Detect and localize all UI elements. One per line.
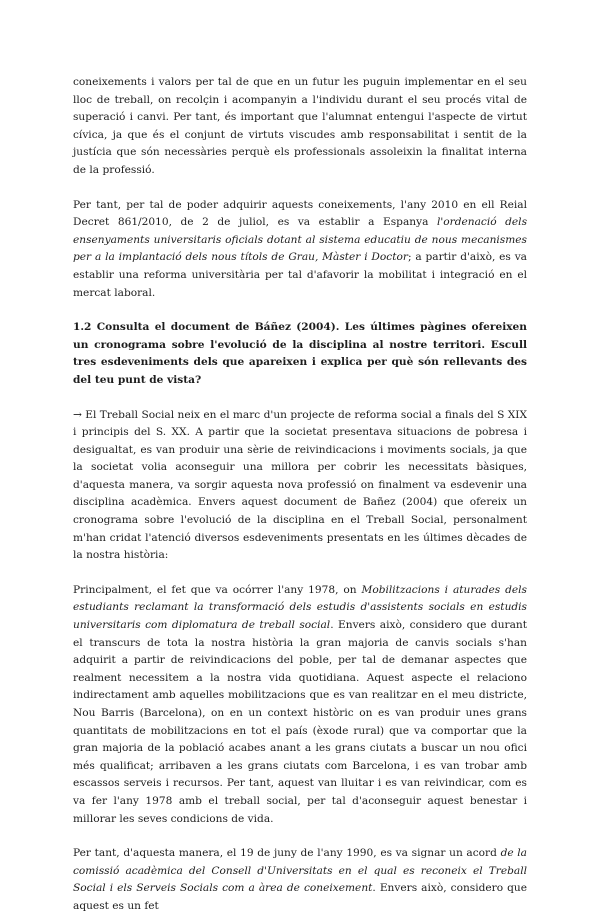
paragraph-royal-decree-italic: l'ordenació dels ensenyaments universitaris oficials dotant al sistema educatiu de nous mecanismes per a la implantació dels nous títols de Grau, Màster i Doctor	[73, 216, 528, 264]
paragraph-royal-decree-text-a: Per tant, per tal de poder adquirir aquests coneixements, l'any 2010 en ell Reial Decret 861/2010, de 2 de juliol, es va establir a Espanya	[73, 198, 527, 229]
paragraph-1978-text-a: Principalment, el fet que va ocórrer l'any 1978, on	[73, 583, 362, 596]
paragraph-civic-virtue: coneixements i valors per tal de que en un futur les puguin implementar en el seu lloc de treball, on recolçin i acompanyin a l'individu durant el seu procés vital de superació i canvi. Per tant, és important que l'alumnat entengui l'aspecte de virtut cívica, ja que és el conjunt de virtuts viscudes amb responsabilitat i sentit de la justícia que són necessàries perquè els professionals assoleixin la finalitat interna de la professió.	[73, 76, 527, 176]
document-body	[73, 74, 527, 916]
paragraph-1978-mobilizations	[73, 582, 527, 828]
paragraph-1990-text-a: Per tant, d'aquesta manera, el 19 de juny de l'any 1990, es va signar un acord	[73, 847, 501, 860]
paragraph-1978-text-b: . Envers això, considero que durant el transcurs de tota la nostra història la gran majoria de canvis socials s'han adquirit a partir de reivindicacions del poble, per tal de demanar aspectes que realment necessitem a la nostra vida quotidiana. Aquest aspecte el relaciono indirectament amb aquelles mobilitzacions que es van realitzar en el meu districte, Nou Barris (Barcelona), on en un context històric on es van produir unes grans quantitats de mobilitzacions en tot el país (èxode rural) que va comportar que la gran majoria de la població acabes anant a les grans ciutats a buscar un nou ofici més qualificat; arribaven a les grans ciutats com Barcelona, i es van trobar amb escassos serveis i recursos. Per tant, aquest van lluitar i es van reivindicar, com es va fer l'any 1978 amb el treball social, per tal d'aconseguir aquest benestar i millorar les seves condicions de vida.	[73, 619, 527, 825]
paragraph-1990-italic: de la comissió acadèmica del Consell d'Universitats en el qual es reconeix el Treball Social i els Serveis Socials com a àrea de coneixement	[73, 847, 527, 895]
paragraph-royal-decree	[73, 197, 527, 303]
paragraph-royal-decree-text-b: ; a partir d'això, es va establir una reforma universitària per tal d'afavorir la mobilitat i integració en el mercat laboral.	[73, 251, 527, 299]
question-heading: 1.2 Consulta el document de Báñez (2004). Les últimes pàgines ofereixen un cronograma sobre l'evolució de la disciplina al nostre territori. Escull tres esdeveniments dels que apareixen i explica per què són rellevants des del teu punt de vista?	[73, 321, 527, 386]
paragraph-social-work-origin: → El Treball Social neix en el marc d'un projecte de reforma social a finals del S XIX i principis del S. XX. A partir que la societat presentava situacions de pobresa i desigualtat, es van produir una sèrie de reivindicacions i moviments socials, ja que la societat volia aconseguir una millora per cobrir les necessitats bàsiques, d'aquesta manera, va sorgir aquesta nova professió on finalment va esdevenir una disciplina acadèmica. Envers aquest document de Bañez (2004) que ofereix un cronograma sobre l'evolució de la disciplina en el Treball Social, personalment m'han cridat l'atenció diversos esdeveniments presentats en les últimes dècades de la nostra història:	[73, 408, 527, 562]
paragraph-1978-italic: Mobilitzacions i aturades dels estudiants reclamant la transformació dels estudis d'assistents socials en estudis universitaris com diplomatura de treball social	[73, 583, 527, 632]
paragraph-1990-agreement	[73, 845, 527, 915]
paragraph-1990-text-b: . Envers això, considero que aquest es un fet	[73, 882, 527, 912]
